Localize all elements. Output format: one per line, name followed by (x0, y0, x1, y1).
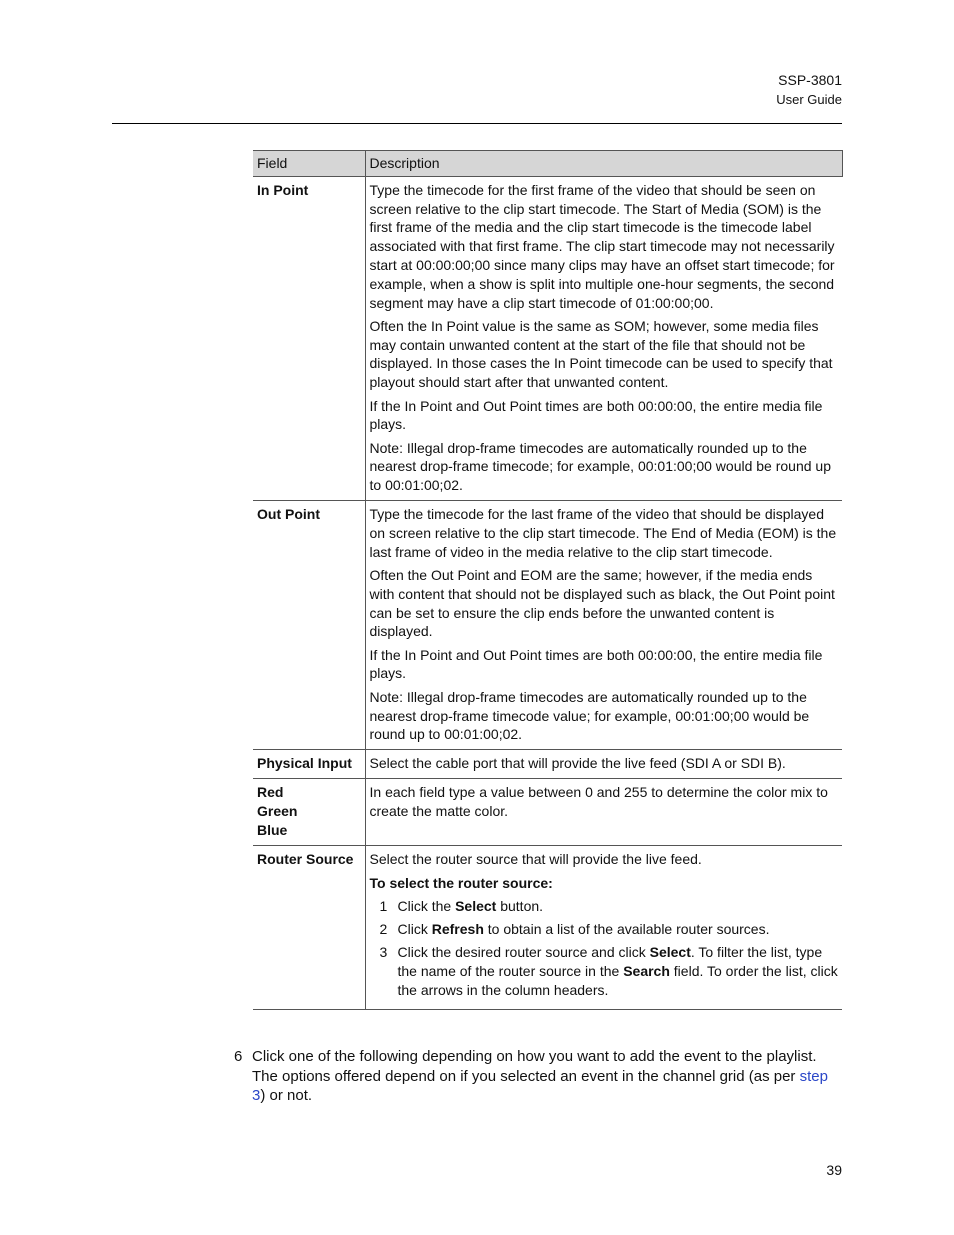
field-rgb (253, 778, 365, 845)
list-item: 2 Click Refresh to obtain a list of the available router sources. (379, 921, 770, 938)
ui-term-refresh: Refresh (431, 921, 484, 938)
paragraph: Type the timecode for the last frame of the video that should be displayed on screen relative to the clip start timecode. The End of Media (EOM) is the last frame of video in the media relative to the clip start timecode. (369, 506, 837, 560)
field-out-point: Out Point (253, 501, 365, 750)
description-physical-input (365, 750, 842, 779)
step-3-link[interactable]: step 3 (252, 1067, 828, 1104)
table-row-out-point (253, 501, 842, 750)
guide-name: User Guide (776, 92, 842, 107)
procedure-title: To select the router source: (369, 874, 553, 891)
page-number: 39 (826, 1162, 842, 1178)
table-header-row (253, 151, 842, 177)
description-in-point (365, 176, 842, 500)
ui-term-select: Select (649, 944, 691, 961)
step-number: 1 (379, 897, 388, 914)
table-row-router-source (253, 846, 842, 1010)
field-red: Red (257, 783, 284, 800)
list-item: 1 Click the Select button. (379, 897, 544, 914)
description-out-point (365, 501, 842, 750)
note-paragraph: Note: Illegal drop-frame timecodes are automatically rounded up to the nearest drop-frame timecode value; for example, 00:01:00;00 would be round up to 00:01:00;02. (369, 688, 810, 743)
field-in-point: In Point (253, 176, 365, 500)
ui-term-search: Search (623, 963, 670, 980)
table-row-rgb (253, 778, 842, 845)
product-name: SSP-3801 (778, 72, 842, 88)
paragraph: Type the timecode for the first frame of the video that should be seen on screen relative to the clip start timecode. The Start of Media (SOM) is the first frame of the media and the clip start timecode is the timecode label associated with that first frame. The clip start timecode may not necessarily start at 00:00:00;00 since many clips may have an offset start timecode; for example, when a show is split into multiple one-hour segments, the second segment may have a clip start timecode of 01:00:00;00. (369, 181, 835, 311)
field-description-table (253, 150, 843, 1010)
step-6 (234, 1047, 844, 1106)
paragraph: If the In Point and Out Point times are both 00:00:00, the entire media file plays. (369, 397, 823, 433)
field-blue: Blue (257, 821, 288, 838)
description-router-source (365, 846, 842, 1010)
paragraph: Often the In Point value is the same as SOM; however, some media files may contain unwanted content at the start of the file that should not be displayed. In those cases the In Point timecode can be used to specify that playout should start after that unwanted content. (369, 317, 833, 391)
field-physical-input: Physical Input (253, 750, 365, 779)
ui-term-select: Select (455, 897, 497, 914)
table-row-physical-input (253, 750, 842, 779)
procedure-steps (370, 897, 839, 1000)
note-paragraph: Note: Illegal drop-frame timecodes are automatically rounded up to the nearest drop-frame timecode; for example, 00:01:00;00 would be round up to 00:01:00;02. (369, 439, 832, 494)
column-header-field: Field (253, 151, 365, 177)
paragraph: In each field type a value between 0 and 255 to determine the color mix to create the matte color. (369, 783, 828, 819)
page-header (776, 71, 842, 109)
step-number: 6 (234, 1048, 243, 1065)
step-number: 3 (379, 944, 388, 961)
field-green: Green (257, 802, 298, 819)
list-item: 3 Click the desired router source and click Select. To filter the list, type the name of the router source in the Search field. To order the list, click the arrows in the column headers. (379, 944, 838, 999)
column-header-description: Description (365, 151, 842, 177)
paragraph: If the In Point and Out Point times are both 00:00:00, the entire media file plays. (369, 646, 823, 682)
paragraph: Often the Out Point and EOM are the same; however, if the media ends with content that should not be displayed such as black, the Out Point point can be set to ensure the clip ends before the unwanted content is displayed. (369, 566, 835, 640)
description-rgb (365, 778, 842, 845)
header-rule (112, 123, 842, 124)
step-6-text: Click one of the following depending on how you want to add the event to the playlist. The options offered depend on if you selected an event in the channel grid (as per step 3) or not. (252, 1048, 828, 1104)
field-router-source: Router Source (253, 846, 365, 1010)
paragraph: Select the cable port that will provide the live feed (SDI A or SDI B). (369, 755, 786, 772)
table-row-in-point (253, 176, 842, 500)
paragraph: Select the router source that will provide the live feed. (369, 851, 702, 868)
step-number: 2 (379, 921, 388, 938)
